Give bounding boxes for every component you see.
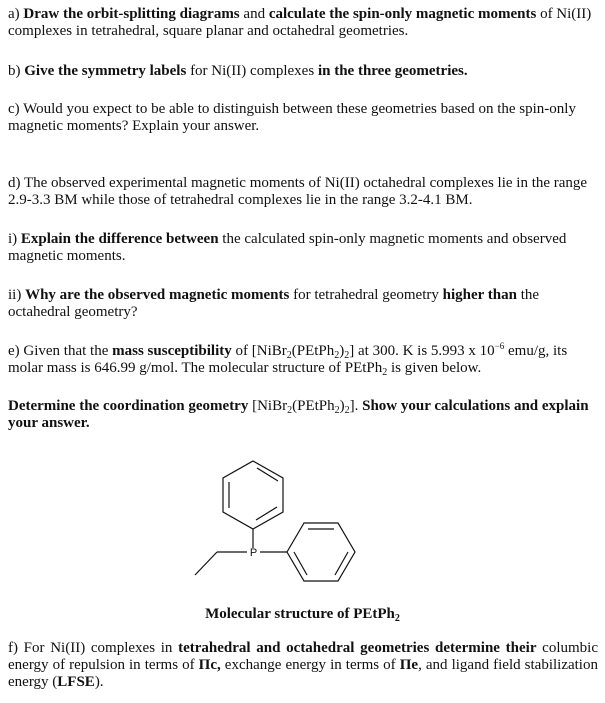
- figure-caption: [0, 606, 605, 623]
- figure-caption-text: Molecular structure of PEtPh: [205, 606, 395, 622]
- question-e-formula-post: ] at 300. K is 5.993 x 10: [349, 343, 495, 359]
- determine-emphasis-2: Show your calculations and explain your answer.: [8, 398, 589, 431]
- question-d: [8, 175, 598, 209]
- question-d-ii: [8, 287, 598, 321]
- question-f-prefix: f) For Ni(II) complexes in: [8, 640, 179, 656]
- question-f-text-3: , and ligand field stabilization energy (: [8, 657, 598, 690]
- question-d-text: d) The observed experimental magnetic moments of Ni(II) octahedral complexes lie in the range 2.9-3.3 BM while those of tetrahedral complexes lie in the range 3.2-4.1 BM.: [8, 175, 588, 208]
- top-ring-inner-bond-2: [256, 507, 277, 520]
- question-e-formula-pre: of [NiBr: [231, 343, 287, 359]
- question-a-emphasis-2: calculate the spin-only magnetic moments: [268, 6, 537, 22]
- question-e-sub-2: 2: [334, 350, 340, 361]
- determine-sub-3: 2: [344, 405, 350, 416]
- phosphorus-label: P: [249, 547, 258, 559]
- determine-emphasis-1: Determine the coordination geometry: [8, 398, 249, 414]
- question-e-sub-3: 2: [344, 350, 350, 361]
- top-phenyl-ring: [223, 461, 283, 529]
- question-e-formula-mid-2: ): [339, 343, 345, 359]
- question-e-prefix: e) Given that the: [8, 343, 113, 359]
- question-e-sub-1: 2: [286, 350, 292, 361]
- question-b-emphasis-1: Give the symmetry labels: [24, 63, 187, 79]
- bond-ethyl: [195, 552, 217, 575]
- molecular-structure-diagram: [185, 455, 365, 595]
- question-a-text: of Ni(II) complexes in tetrahedral, square planar and octahedral geometries.: [8, 6, 592, 39]
- question-f: [8, 640, 598, 691]
- question-f-emphasis-2: Πc,: [198, 657, 221, 673]
- question-d-i-prefix: i): [8, 231, 21, 247]
- question-e-text-1: emu/g, its molar mass is 646.99 g/mol. The molecular structure of PEtPh: [8, 343, 568, 376]
- determine-formula-post: ].: [349, 398, 363, 414]
- question-d-i-emphasis: Explain the difference between: [20, 231, 219, 247]
- question-c-text: c) Would you expect to be able to distinguish between these geometries based on the spin-only magnetic moments? Explain your answer.: [8, 101, 576, 134]
- determine-formula-mid-2: ): [339, 398, 345, 414]
- question-d-ii-text: the octahedral geometry?: [8, 287, 540, 320]
- question-a-prefix: a): [8, 6, 24, 22]
- question-e-text-2: is given below.: [387, 360, 482, 376]
- question-e-emphasis: mass susceptibility: [112, 343, 232, 359]
- determine-sub-2: 2: [334, 405, 340, 416]
- determine-formula-pre: [NiBr: [248, 398, 288, 414]
- question-e: [8, 343, 598, 377]
- question-b-prefix: b): [8, 63, 25, 79]
- question-f-emphasis-1: tetrahedral and octahedral geometries determine their: [178, 640, 537, 656]
- question-a: [8, 6, 598, 40]
- figure-caption-sub: 2: [394, 613, 400, 624]
- question-f-emphasis-4: LFSE: [57, 674, 95, 690]
- question-c: [8, 101, 598, 135]
- question-a-connector: and: [239, 6, 269, 22]
- right-ring-inner-bond-3: [294, 552, 307, 575]
- question-f-text-1: columbic energy of repulsion in terms of: [8, 640, 598, 673]
- question-d-ii-prefix: ii): [8, 287, 26, 303]
- question-d-ii-emphasis-2: higher than: [442, 287, 517, 303]
- question-b-emphasis-2: in the three geometries.: [317, 63, 468, 79]
- determine-formula-mid: (PEtPh: [292, 398, 335, 414]
- question-d-i: [8, 231, 598, 265]
- question-determine: [8, 398, 598, 432]
- question-f-text-2: exchange energy in terms of: [220, 657, 400, 673]
- question-b: [8, 63, 598, 80]
- question-f-emphasis-3: Πe: [399, 657, 419, 673]
- right-phenyl-ring: [287, 523, 355, 581]
- question-d-ii-emphasis-1: Why are the observed magnetic moments: [25, 287, 290, 303]
- determine-sub-1: 2: [287, 405, 293, 416]
- question-e-exponent: −6: [494, 341, 505, 351]
- question-a-emphasis-1: Draw the orbit-splitting diagrams: [23, 6, 240, 22]
- question-e-sub-4: 2: [382, 367, 388, 378]
- question-b-text: for Ni(II) complexes: [186, 63, 318, 79]
- question-d-ii-connector: for tetrahedral geometry: [289, 287, 443, 303]
- right-ring-inner-bond-2: [335, 552, 348, 575]
- top-ring-inner-bond-1: [257, 468, 278, 481]
- question-d-i-text: the calculated spin-only magnetic moments and observed magnetic moments.: [8, 231, 567, 264]
- question-e-formula-mid: (PEtPh: [291, 343, 335, 359]
- question-f-text-4: ).: [94, 674, 104, 690]
